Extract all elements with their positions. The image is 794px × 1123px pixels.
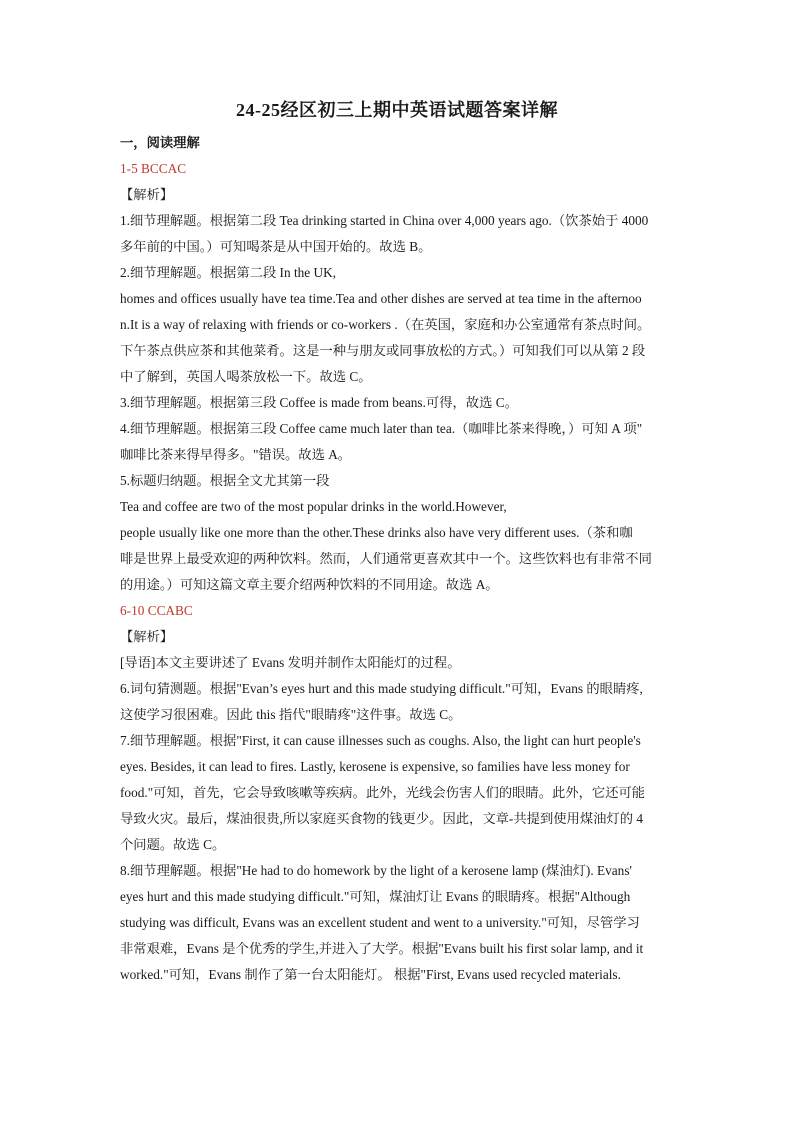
text-line: 5.标题归纳题。根据全文尤其第一段: [120, 473, 330, 488]
text-line: 啡是世界上最受欢迎的两种饮料。然而，人们通常更喜欢其中一个。这些饮料也有非常不同: [120, 551, 652, 566]
text-line: 1.细节理解题。根据第二段 Tea drinking started in China over 4,000 years ago.（饮茶始于 4000: [120, 213, 649, 228]
text-line: 【解析】: [120, 187, 174, 202]
text-line: 个问题。故选 C。: [120, 837, 226, 852]
text-line: 多年前的中国。）可知喝茶是从中国开始的。故选 B。: [120, 239, 432, 254]
text-line: 这使学习很困难。因此 this 指代"眼睛疼"这件事。故选 C。: [120, 707, 462, 722]
text-line: eyes. Besides, it can lead to fires. Lastly, kerosene is expensive, so families have less money for: [120, 759, 630, 774]
text-line: 咖啡比茶来得早得多。"错误。故选 A。: [120, 447, 352, 462]
text-line: 2.细节理解题。根据第二段 In the UK,: [120, 265, 337, 280]
text-line: people usually like one more than the other.These drinks also have very different uses.（茶和咖: [120, 525, 633, 540]
document-title: 24-25经区初三上期中英语试题答案详解: [236, 100, 558, 120]
text-line: 6.词句猜测题。根据"Evan’s eyes hurt and this made studying difficult."可知，Evans 的眼睛疼,: [120, 681, 643, 696]
text-line: n.It is a way of relaxing with friends or co-workers .（在英国，家庭和办公室通常有茶点时间。: [120, 317, 651, 332]
text-line: worked."可知，Evans 制作了第一台太阳能灯。 根据"First, Evans used recycled materials.: [120, 967, 621, 982]
text-line: 中了解到，英国人喝茶放松一下。故选 C。: [120, 369, 372, 384]
text-line: food."可知，首先，它会导致咳嗽等疾病。此外，光线会伤害人们的眼睛。此外，它还可能: [120, 785, 646, 800]
text-line: [导语]本文主要讲述了 Evans 发明并制作太阳能灯的过程。: [120, 655, 461, 670]
text-line: Tea and coffee are two of the most popular drinks in the world.However,: [120, 499, 507, 514]
text-line: studying was difficult, Evans was an excellent student and went to a university."可知，尽管学习: [120, 915, 640, 930]
text-line: 1-5 BCCAC: [120, 161, 187, 176]
text-line: 导致火灾。最后，煤油很贵,所以家庭买食物的钱更少。因此，文章-共提到使用煤油灯的 4: [120, 811, 644, 826]
text-line: 非常艰难，Evans 是个优秀的学生,并进入了大学。根据"Evans built his first solar lamp, and it: [120, 941, 644, 956]
text-line: eyes hurt and this made studying difficult."可知，煤油灯让 Evans 的眼睛疼。根据"Although: [120, 889, 631, 904]
text-line: 8.细节理解题。根据"He had to do homework by the light of a kerosene lamp (煤油灯). Evans': [120, 863, 632, 878]
text-line: 下午茶点供应茶和其他菜肴。这是一种与朋友或同事放松的方式。）可知我们可以从第 2 段: [120, 343, 646, 358]
text-line: 3.细节理解题。根据第三段 Coffee is made from beans.可得，故选 C。: [120, 395, 518, 410]
text-line: 6-10 CCABC: [120, 603, 193, 618]
text-line: 4.细节理解题。根据第三段 Coffee came much later than tea.（咖啡比茶来得晚，）可知 A 项": [120, 421, 643, 436]
text-line: homes and offices usually have tea time.Tea and other dishes are served at tea time in the afternoo: [120, 291, 642, 306]
text-line: 【解析】: [120, 629, 174, 644]
text-line: 的用途。）可知这篇文章主要介绍两种饮料的不同用途。故选 A。: [120, 577, 499, 592]
text-line: 7.细节理解题。根据"First, it can cause illnesses such as coughs. Also, the light can hurt people's: [120, 733, 641, 748]
section-heading: 一，阅读理解: [120, 135, 200, 150]
